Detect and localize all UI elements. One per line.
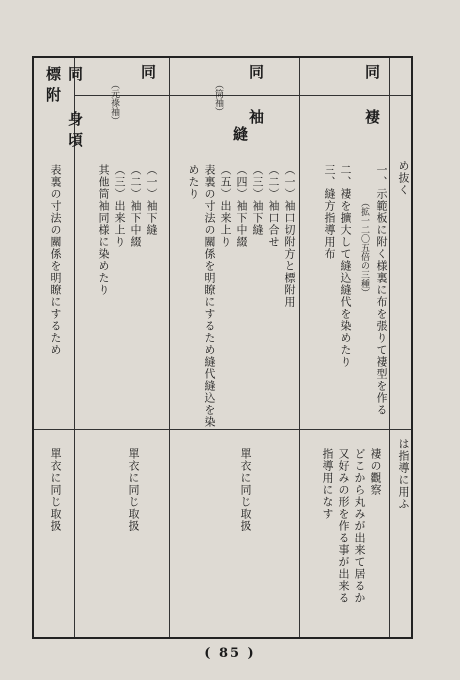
sleeve-edge-note-2: どこから丸みが出来て居るか: [353, 448, 366, 604]
genroku-item-1: （一）袖下縫: [145, 164, 158, 236]
section-rule: [34, 429, 411, 430]
body-note: 單衣に同じ取扱: [49, 448, 62, 532]
body-item-1: 表裏の寸法の關係を明瞭にするため: [49, 164, 62, 356]
sleeve-edge-note-3: 又好みの形を作る事が出来る: [337, 448, 350, 604]
sleeve-item-1: （一）袖口切附方と標附用: [283, 164, 296, 308]
sleeve-edge-note-4: 指導用になす: [321, 448, 334, 520]
sleeve-edge-header: 同 褄: [363, 64, 381, 130]
sleeve-item-7: めたり: [187, 164, 200, 200]
sleeve-item-5: （五）出来上り: [219, 164, 232, 248]
sleeve-edge-note-1: 褄の觀察: [369, 448, 382, 496]
sleeve-edge-item-1: 一、示範板に附く様裏に布を張りて褄型を作る: [375, 164, 388, 416]
genroku-note: 單衣に同じ取扱: [127, 448, 140, 532]
sleeve-header: 同 袖: [247, 64, 265, 130]
sleeve-item-2: （二）袖口合せ: [267, 164, 280, 248]
right-edge-top-text: め抜く: [397, 160, 410, 196]
column-divider: [299, 58, 300, 637]
body-header: 同 身頃標附: [44, 66, 84, 153]
column-divider: [169, 58, 170, 637]
genroku-header: 同: [139, 64, 157, 85]
header-rule: [74, 95, 411, 96]
sleeve-edge-item-3: 二、褄を擴大して縫込縫代を染めたり: [339, 164, 352, 368]
sleeve-item-3: （三）袖下縫: [251, 164, 264, 236]
genroku-item-2: （二）袖下中綴: [129, 164, 142, 248]
sleeve-item-4: （四）袖下中綴: [235, 164, 248, 248]
sleeve-note: 單衣に同じ取扱: [239, 448, 252, 532]
genroku-item-4: 其他筒袖同様に染めたり: [97, 164, 110, 296]
genroku-item-3: （三）出来上り: [113, 164, 126, 248]
sleeve-item-6: 表裏の寸法の關係を明瞭にするため縫代縫込を染: [203, 164, 216, 428]
page-number: ( 85 ): [204, 646, 256, 661]
table-frame: [32, 56, 413, 639]
sleeve-edge-item-2: （拡一二〇五倍の三種）: [359, 198, 369, 297]
sleeve-subheader: （筒袖）: [213, 80, 223, 116]
genroku-subheader: （元祿袖）: [109, 80, 119, 125]
column-divider: [389, 58, 390, 637]
right-edge-bottom-text: は指導に用ふ: [397, 438, 410, 510]
sleeve-edge-item-4: 三、縫方指導用布: [323, 164, 336, 260]
sleeve-header-2: 縫: [231, 126, 249, 147]
